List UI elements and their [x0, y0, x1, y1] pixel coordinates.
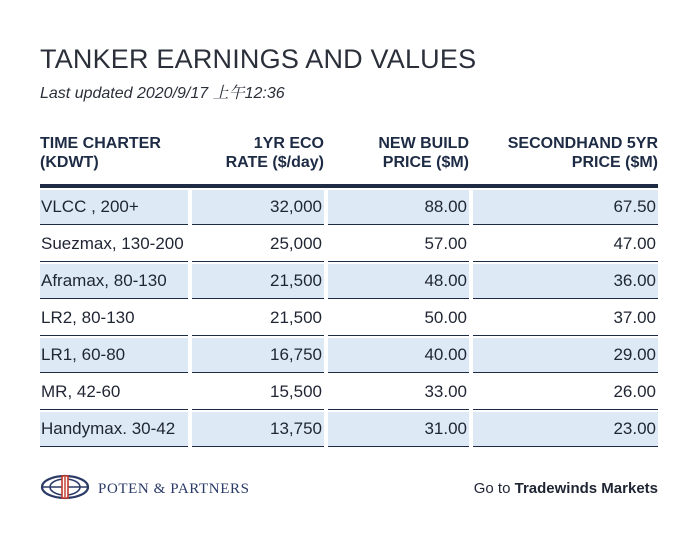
- newbuild-cell: 50.00: [328, 301, 469, 336]
- newbuild-cell: 31.00: [328, 412, 469, 447]
- rate-cell: 21,500: [192, 264, 324, 299]
- rate-cell: 21,500: [192, 301, 324, 336]
- secondhand-cell: 29.00: [473, 338, 658, 373]
- column-header-line: RATE ($/day): [225, 154, 324, 171]
- tradewinds-markets-link[interactable]: [474, 480, 658, 497]
- vessel-cell: Aframax, 80-130: [40, 264, 188, 299]
- last-updated-text: Last updated 2020/9/17 上午12:36: [40, 85, 285, 102]
- vessel-cell: LR2, 80-130: [40, 301, 188, 336]
- globe-emblem-icon: [40, 474, 90, 505]
- vessel-cell: VLCC , 200+: [40, 190, 188, 225]
- column-header-secondhand: [469, 134, 658, 184]
- secondhand-cell: 47.00: [473, 227, 658, 262]
- table-row: [40, 264, 658, 299]
- tanker-table: [40, 134, 658, 447]
- rate-cell: 25,000: [192, 227, 324, 262]
- column-header-line: SECONDHAND 5YR: [507, 135, 658, 152]
- column-header-newbuild: [324, 134, 469, 184]
- secondhand-cell: 67.50: [473, 190, 658, 225]
- secondhand-cell: 37.00: [473, 301, 658, 336]
- rate-cell: 13,750: [192, 412, 324, 447]
- column-header-line: PRICE ($M): [571, 154, 658, 171]
- newbuild-cell: 88.00: [328, 190, 469, 225]
- rate-cell: 16,750: [192, 338, 324, 373]
- table-row: [40, 412, 658, 447]
- secondhand-cell: 36.00: [473, 264, 658, 299]
- newbuild-cell: 40.00: [328, 338, 469, 373]
- table-header: [40, 134, 658, 188]
- rate-cell: 15,500: [192, 375, 324, 410]
- secondhand-cell: 23.00: [473, 412, 658, 447]
- table-row: [40, 301, 658, 336]
- column-header-line: 1YR ECO: [253, 135, 324, 152]
- table-row: [40, 375, 658, 410]
- table-row: [40, 338, 658, 373]
- logo-text: POTEN & PARTNERS: [98, 481, 250, 497]
- column-header-line: PRICE ($M): [382, 154, 469, 171]
- newbuild-cell: 33.00: [328, 375, 469, 410]
- column-header-line: TIME CHARTER: [40, 135, 161, 152]
- column-header-line: NEW BUILD: [378, 135, 469, 152]
- column-header-line: (KDWT): [40, 154, 99, 171]
- newbuild-cell: 57.00: [328, 227, 469, 262]
- rate-cell: 32,000: [192, 190, 324, 225]
- table-row: [40, 190, 658, 225]
- column-header-rate: [188, 134, 324, 184]
- vessel-cell: Handymax. 30-42: [40, 412, 188, 447]
- vessel-cell: LR1, 60-80: [40, 338, 188, 373]
- vessel-cell: Suezmax, 130-200: [40, 227, 188, 262]
- link-text: Tradewinds Markets: [514, 480, 658, 497]
- page-title: TANKER EARNINGS AND VALUES: [40, 44, 477, 74]
- poten-partners-logo[interactable]: [40, 474, 250, 505]
- table-row: [40, 227, 658, 262]
- secondhand-cell: 26.00: [473, 375, 658, 410]
- newbuild-cell: 48.00: [328, 264, 469, 299]
- link-prefix: Go to: [473, 480, 511, 497]
- vessel-cell: MR, 42-60: [40, 375, 188, 410]
- column-header-time-charter: [40, 134, 188, 184]
